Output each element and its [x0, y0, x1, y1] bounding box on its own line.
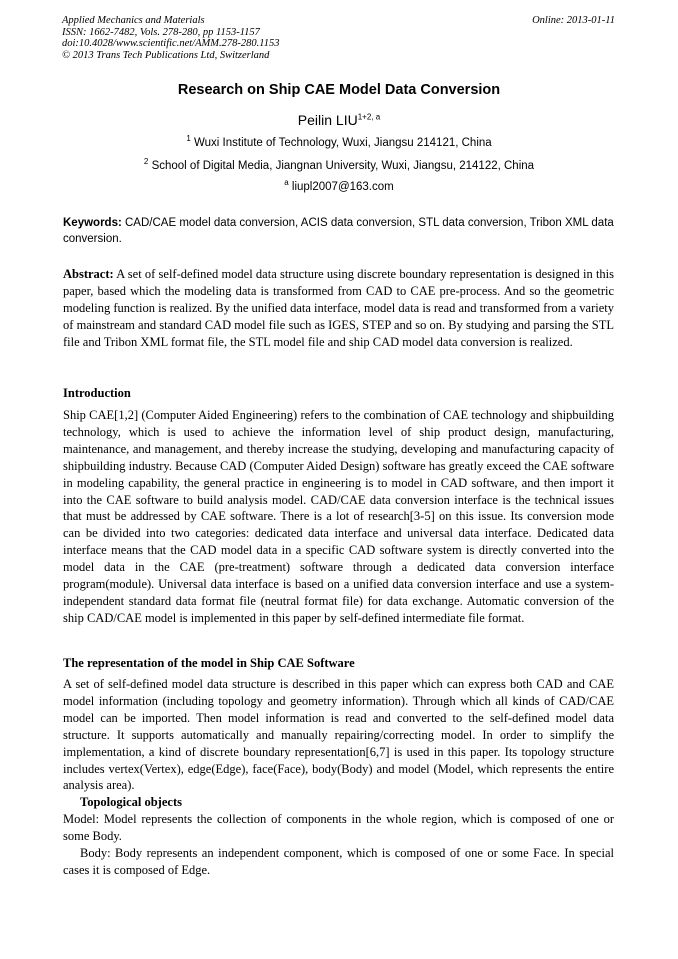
- introduction-text: Ship CAE[1,2] (Computer Aided Engineering) refers to the combination of CAE technology and shipbuilding technology, which is used to achieve the information level of ship product design, manufacturing, maintenance, and management, and thereby increase the studying, developing and manufacturing capacity of shipbuilding industry. Because CAD (Computer Aided Design) software has greatly exceed the CAE software in modeling capability, the general practice in engineering is to model in CAD software, and then import it into the CAE software to build analysis model. CAD/CAE data conversion interface is the technical issues that must be addressed by CAE software. There is a lot of research[3-5] on this issue. Its conversion mode can be divided into two categories: dedicated data interface and universal data interface. Dedicated data interface means that the CAD model data in a specific CAD software system is directly converted into the model data in the CAE (pre-treatment) software through a dedicated data conversion interface program(module). Universal data interface is based on a unified data conversion interface and use a system-independent standard data format file (neutral format file) for data exchange. Automatic conversion of the ship CAD/CAE model is implemented in this paper by self-defined intermediate file format.: [63, 408, 614, 625]
- affiliation-2-text: School of Digital Media, Jiangnan University, Wuxi, Jiangsu, 214122, China: [151, 160, 535, 172]
- journal-name: Applied Mechanics and Materials: [62, 15, 205, 26]
- introduction-body: [63, 407, 614, 627]
- author-sup: 1+2, a: [357, 112, 381, 122]
- paper-title: Research on Ship CAE Model Data Conversion: [177, 82, 501, 98]
- affiliation-2-sup: 2: [143, 157, 149, 167]
- issn-line: ISSN: 1662-7482, Vols. 278-280, pp 1153-1157: [62, 26, 260, 38]
- introduction-heading: Introduction: [63, 386, 131, 400]
- author-line: [0, 112, 678, 128]
- representation-body: [63, 676, 614, 879]
- copyright-line: © 2013 Trans Tech Publications Ltd, Switzerland: [62, 49, 270, 61]
- email-sup: a: [284, 178, 289, 188]
- online-date: Online: 2013-01-11: [532, 15, 615, 26]
- email-text: liupl2007@163.com: [291, 181, 394, 193]
- representation-text: A set of self-defined model data structure is described in this paper which can express both CAD and CAE model information (including topology and geometry information). Through which all kinds of CAD/CAE model can be imported. Then model information is read and converted to the self-defined model data structure. It supports automatically and manually repairing/correcting model. In order to simplify the implementation, a kind of discrete boundary representation[6,7] is used in this paper. Its topology structure includes vertex(Vertex), edge(Edge), face(Face), body(Body) and model (Model, which represents the entire analysis area).: [63, 677, 614, 793]
- keywords-text: CAD/CAE model data conversion, ACIS data conversion, STL data conversion, Tribon XML data conversion.: [63, 217, 614, 245]
- journal-header: [62, 15, 279, 61]
- body-definition: Body: Body represents an independent component, which is composed of one or some Face. In special cases it is composed of Edge.: [63, 846, 614, 877]
- affiliation-2: [0, 157, 678, 172]
- representation-heading: The representation of the model in Ship CAE Software: [63, 656, 355, 670]
- abstract-text: A set of self-defined model data structure using discrete boundary representation is designed in this paper, based which the modeling data is transformed from CAD to CAE pre-process. And so the geometric modeling function is realized. By the unified data interface, model data is read and transformed from a variety of mainstream and standard CAD model file such as IGES, STEP and so on. By studying and parsing the STL file and Tribon XML format file, the STL model file and ship CAD model data conversion is realized.: [63, 267, 614, 349]
- author-email: [0, 178, 678, 193]
- affiliation-1: [0, 134, 678, 149]
- keywords-label: Keywords:: [63, 217, 122, 229]
- author-name: Peilin LIU: [297, 112, 358, 128]
- doi-line: doi:10.4028/www.scientific.net/AMM.278-280.1153: [62, 38, 280, 49]
- affiliation-1-sup: 1: [186, 134, 191, 144]
- topological-objects-heading: Topological objects: [80, 795, 182, 810]
- abstract-label: Abstract:: [63, 267, 114, 281]
- abstract-block: [63, 266, 614, 351]
- affiliation-1-text: Wuxi Institute of Technology, Wuxi, Jiangsu 214121, China: [193, 137, 492, 149]
- model-definition: Model: Model represents the collection of components in the whole region, which is composed of one or some Body.: [63, 812, 614, 844]
- keywords-block: [63, 215, 614, 247]
